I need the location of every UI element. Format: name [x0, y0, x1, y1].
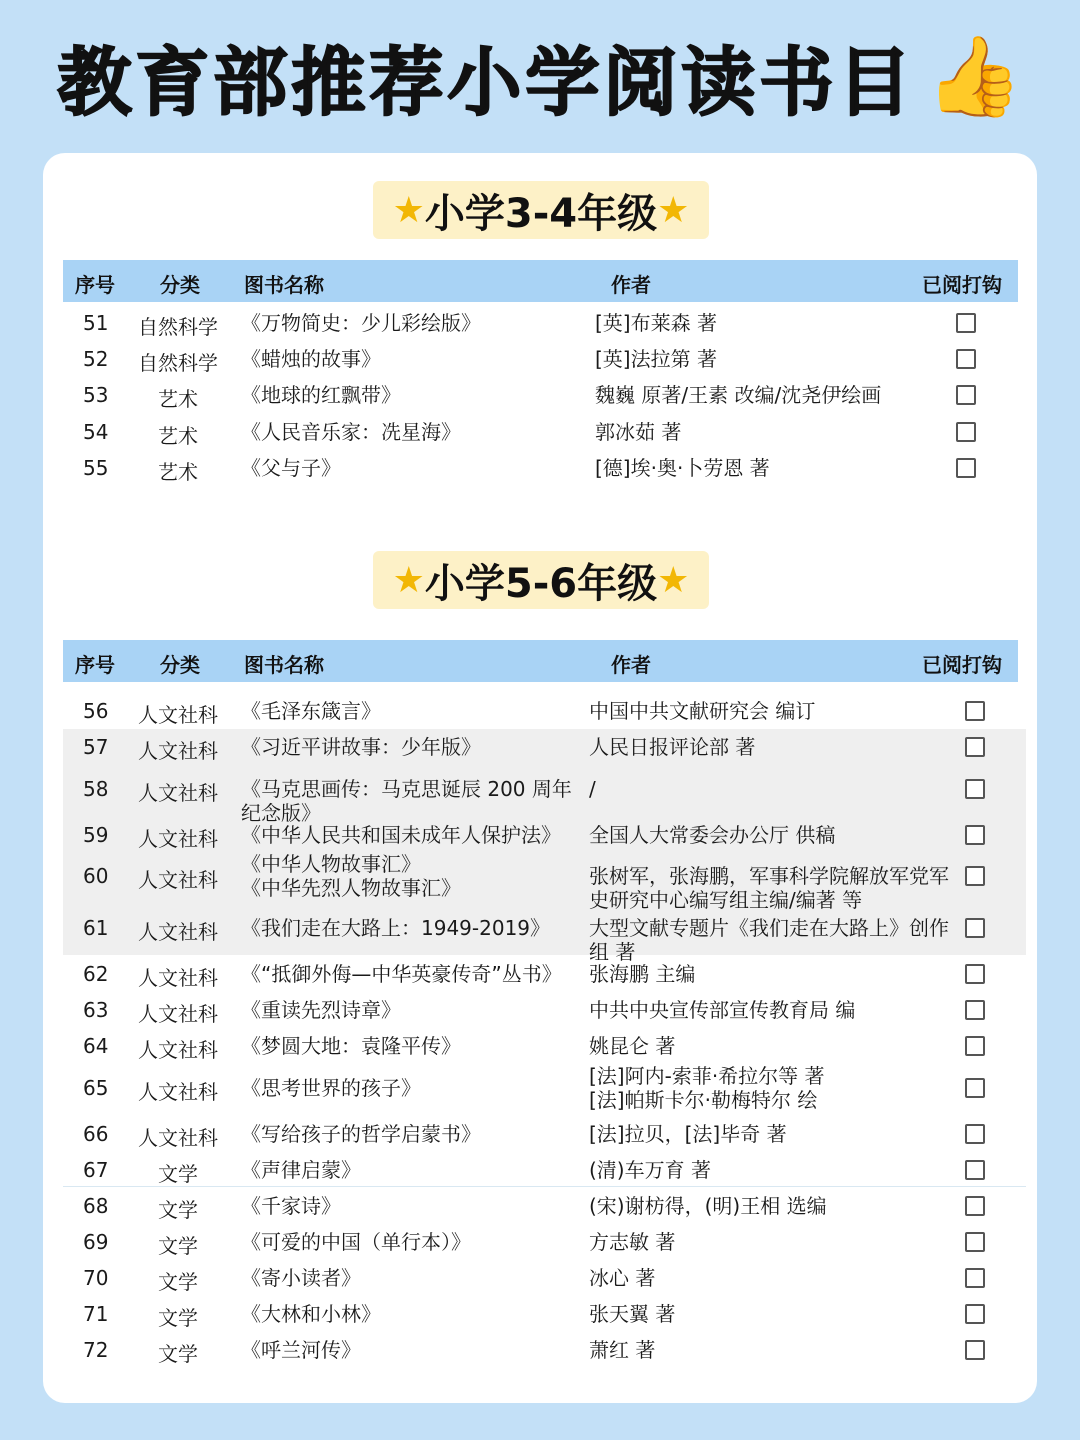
- row-book-title: 《梦圆大地：袁隆平传》: [241, 1034, 461, 1058]
- row-category: 人文社科: [138, 920, 218, 944]
- row-author: [法]阿内-索菲·希拉尔等 著 [法]帕斯卡尔·勒梅特尔 绘: [589, 1064, 825, 1112]
- header-author: 作者: [611, 273, 651, 297]
- row-category: 艺术: [158, 460, 198, 484]
- read-checkbox[interactable]: [965, 825, 985, 845]
- read-checkbox[interactable]: [965, 1124, 985, 1144]
- row-book-title: 《大林和小林》: [241, 1302, 381, 1326]
- row-number: 65: [83, 1076, 109, 1100]
- section-title-text: 小学3-4年级: [424, 190, 658, 237]
- row-author: 萧红 著: [589, 1338, 656, 1362]
- row-category: 文学: [158, 1234, 198, 1258]
- row-author: [法]拉贝，[法]毕奇 著: [589, 1122, 787, 1146]
- row-book-title: 《“抵御外侮—中华英豪传奇”丛书》: [241, 962, 562, 986]
- row-author: 全国人大常委会办公厅 供稿: [589, 823, 836, 847]
- read-checkbox[interactable]: [965, 1036, 985, 1056]
- row-book-title: 《可爱的中国（单行本）》: [241, 1230, 471, 1254]
- star-icon: ★: [657, 189, 690, 231]
- table-row: [63, 820, 1018, 850]
- row-author: 冰心 著: [589, 1266, 656, 1290]
- row-category: 自然科学: [138, 315, 218, 339]
- row-book-title: 《万物简史：少儿彩绘版》: [241, 311, 481, 335]
- row-number: 68: [83, 1194, 109, 1218]
- header-num: 序号: [75, 653, 115, 677]
- read-checkbox[interactable]: [965, 1078, 985, 1098]
- row-number: 53: [83, 383, 109, 407]
- row-book-title: 《寄小读者》: [241, 1266, 361, 1290]
- row-book-title: 《蜡烛的故事》: [241, 347, 381, 371]
- row-author: 人民日报评论部 著: [589, 735, 756, 759]
- row-number: 59: [83, 823, 109, 847]
- row-book-title: 《人民音乐家：冼星海》: [241, 420, 461, 444]
- table-row: [63, 1155, 1018, 1185]
- row-author: 大型文献专题片《我们走在大路上》创作组 著: [589, 916, 949, 964]
- row-category: 自然科学: [138, 351, 218, 375]
- row-book-title: 《父与子》: [241, 456, 341, 480]
- read-checkbox[interactable]: [956, 422, 976, 442]
- row-category: 人文社科: [138, 1038, 218, 1062]
- read-checkbox[interactable]: [965, 1268, 985, 1288]
- row-number: 56: [83, 699, 109, 723]
- row-number: 67: [83, 1158, 109, 1182]
- page-header: [0, 22, 1080, 132]
- read-checkbox[interactable]: [965, 964, 985, 984]
- row-author: [德]埃·奥·卜劳恩 著: [595, 456, 770, 480]
- table-row: [63, 1119, 1018, 1149]
- table-row: [63, 852, 1018, 912]
- row-book-title: 《中华人物故事汇》 《中华先烈人物故事汇》: [241, 852, 461, 900]
- table-row: [63, 1335, 1018, 1365]
- read-checkbox[interactable]: [965, 866, 985, 886]
- table-row: [63, 959, 1018, 989]
- row-book-title: 《写给孩子的哲学启蒙书》: [241, 1122, 481, 1146]
- table-row: [63, 1263, 1018, 1293]
- read-checkbox[interactable]: [956, 458, 976, 478]
- row-author: 郭冰茹 著: [595, 420, 682, 444]
- read-checkbox[interactable]: [965, 779, 985, 799]
- row-category: 文学: [158, 1270, 198, 1294]
- row-number: 64: [83, 1034, 109, 1058]
- table-row: [63, 344, 1018, 374]
- row-category: 人文社科: [138, 703, 218, 727]
- row-category: 文学: [158, 1342, 198, 1366]
- read-checkbox[interactable]: [965, 701, 985, 721]
- row-author: /: [589, 777, 596, 801]
- row-category: 文学: [158, 1162, 198, 1186]
- row-number: 63: [83, 998, 109, 1022]
- row-category: 文学: [158, 1306, 198, 1330]
- read-checkbox[interactable]: [965, 737, 985, 757]
- row-author: 中国中共文献研究会 编订: [589, 699, 816, 723]
- read-checkbox[interactable]: [965, 1304, 985, 1324]
- row-author: [英]布莱森 著: [595, 311, 717, 335]
- row-category: 人文社科: [138, 966, 218, 990]
- table-row: [63, 1064, 1018, 1112]
- table-row: [63, 995, 1018, 1025]
- row-author: 张树军，张海鹏，军事科学院解放军党军史研究中心编写组主编/编著 等: [589, 864, 949, 912]
- header-book: 图书名称: [244, 273, 324, 297]
- read-checkbox[interactable]: [965, 1160, 985, 1180]
- read-checkbox[interactable]: [965, 1196, 985, 1216]
- row-author: 张天翼 著: [589, 1302, 676, 1326]
- row-author: (宋)谢枋得，(明)王相 选编: [589, 1194, 827, 1218]
- row-book-title: 《中华人民共和国未成年人保护法》: [241, 823, 561, 847]
- row-book-title: 《毛泽东箴言》: [241, 699, 381, 723]
- row-book-title: 《重读先烈诗章》: [241, 998, 401, 1022]
- row-category: 人文社科: [138, 1080, 218, 1104]
- table-row: [63, 308, 1018, 338]
- header-category: 分类: [160, 273, 200, 297]
- row-number: 52: [83, 347, 109, 371]
- row-category: 文学: [158, 1198, 198, 1222]
- star-icon: ★: [657, 559, 690, 601]
- header-author: 作者: [611, 653, 651, 677]
- read-checkbox[interactable]: [965, 918, 985, 938]
- row-author: 魏巍 原著/王素 改编/沈尧伊绘画: [595, 383, 882, 407]
- row-number: 54: [83, 420, 109, 444]
- row-book-title: 《地球的红飘带》: [241, 383, 401, 407]
- row-book-title: 《声律启蒙》: [241, 1158, 361, 1182]
- row-category: 人文社科: [138, 781, 218, 805]
- row-category: 人文社科: [138, 868, 218, 892]
- header-category: 分类: [160, 653, 200, 677]
- table-header-grade-3-4: [63, 260, 1018, 302]
- row-number: 58: [83, 777, 109, 801]
- row-number: 66: [83, 1122, 109, 1146]
- table-row: [63, 904, 1018, 964]
- row-author: [英]法拉第 著: [595, 347, 717, 371]
- row-book-title: 《习近平讲故事：少年版》: [241, 735, 481, 759]
- row-author: 方志敏 著: [589, 1230, 676, 1254]
- read-checkbox[interactable]: [965, 1340, 985, 1360]
- header-check: 已阅打钩: [922, 653, 1002, 677]
- section-title-grade-5-6: [373, 551, 709, 609]
- table-row: [63, 417, 1018, 447]
- row-number: 72: [83, 1338, 109, 1362]
- row-category: 人文社科: [138, 739, 218, 763]
- row-category: 人文社科: [138, 1002, 218, 1026]
- row-number: 70: [83, 1266, 109, 1290]
- read-checkbox[interactable]: [956, 349, 976, 369]
- row-number: 60: [83, 864, 109, 888]
- row-category: 艺术: [158, 424, 198, 448]
- table-row: [63, 1031, 1018, 1061]
- table-row: [63, 1299, 1018, 1329]
- row-number: 71: [83, 1302, 109, 1326]
- row-number: 61: [83, 916, 109, 940]
- read-checkbox[interactable]: [965, 1000, 985, 1020]
- star-icon: ★: [392, 559, 425, 601]
- row-number: 62: [83, 962, 109, 986]
- row-author: 姚昆仑 著: [589, 1034, 676, 1058]
- table-header-grade-5-6: [63, 640, 1018, 682]
- table-row: [63, 453, 1018, 483]
- table-row: [63, 1191, 1018, 1221]
- read-checkbox[interactable]: [956, 385, 976, 405]
- row-author: 张海鹏 主编: [589, 962, 696, 986]
- read-checkbox[interactable]: [965, 1232, 985, 1252]
- row-author: 中共中央宣传部宣传教育局 编: [589, 998, 856, 1022]
- row-book-title: 《我们走在大路上：1949-2019》: [241, 916, 551, 940]
- section-title-grade-3-4: [373, 181, 709, 239]
- row-book-title: 《马克思画传：马克思诞辰 200 周年纪念版》: [241, 777, 572, 825]
- read-checkbox[interactable]: [956, 313, 976, 333]
- table-row: [63, 732, 1018, 762]
- row-author: (清)车万育 著: [589, 1158, 711, 1182]
- row-number: 55: [83, 456, 109, 480]
- page-title: 教育部推荐小学阅读书目: [57, 40, 916, 126]
- booklist-card: [43, 153, 1037, 1403]
- header-num: 序号: [75, 273, 115, 297]
- header-book: 图书名称: [244, 653, 324, 677]
- thumbs-up-icon: 👍: [925, 32, 1023, 122]
- star-icon: ★: [392, 189, 425, 231]
- row-book-title: 《思考世界的孩子》: [241, 1076, 421, 1100]
- row-category: 人文社科: [138, 1126, 218, 1150]
- row-category: 人文社科: [138, 827, 218, 851]
- row-book-title: 《千家诗》: [241, 1194, 341, 1218]
- row-number: 57: [83, 735, 109, 759]
- section-title-text: 小学5-6年级: [424, 560, 658, 607]
- row-category: 艺术: [158, 387, 198, 411]
- table-row: [63, 1227, 1018, 1257]
- row-number: 69: [83, 1230, 109, 1254]
- table-row: [63, 380, 1018, 410]
- table-row: [63, 696, 1018, 726]
- table-row: [63, 765, 1018, 825]
- header-check: 已阅打钩: [922, 273, 1002, 297]
- row-number: 51: [83, 311, 109, 335]
- row-book-title: 《呼兰河传》: [241, 1338, 361, 1362]
